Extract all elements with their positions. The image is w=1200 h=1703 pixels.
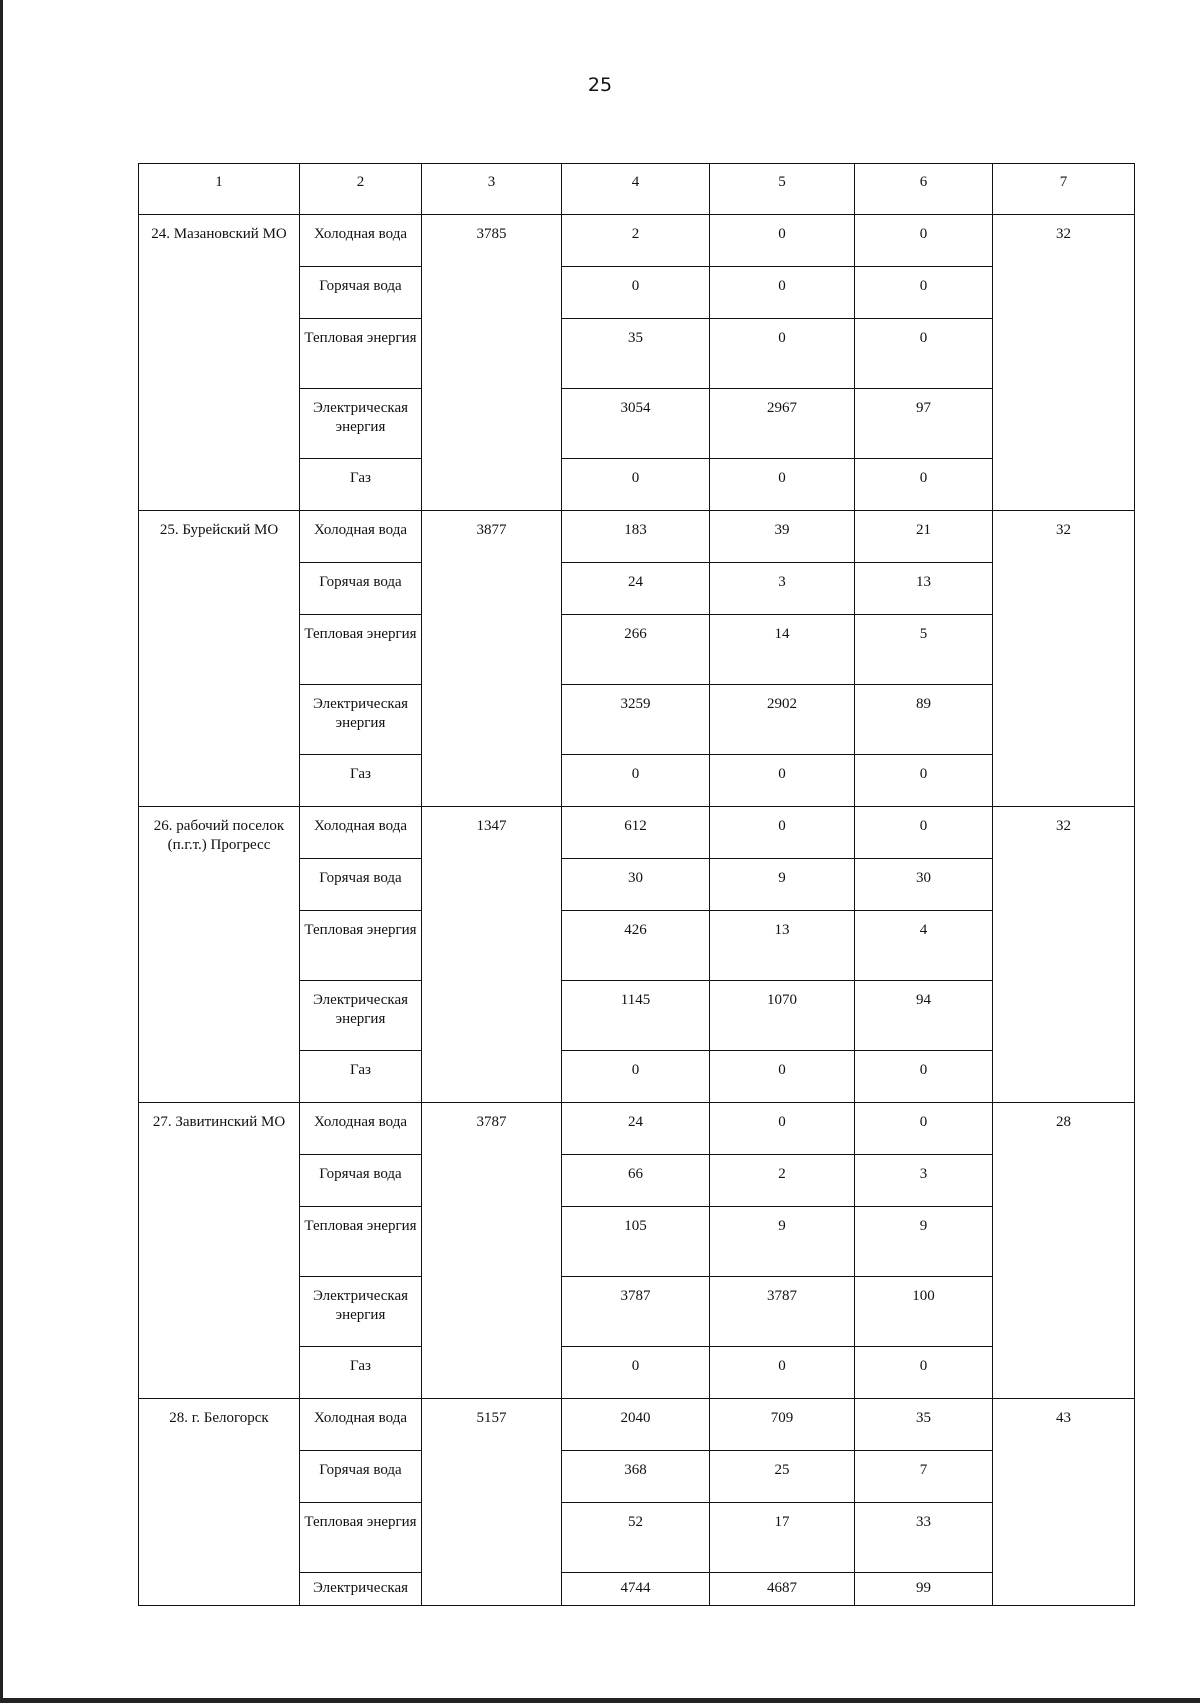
col5-value-cell: 14 [710, 615, 855, 685]
resource-cell: Газ [300, 459, 422, 511]
col6-value-cell: 0 [855, 319, 993, 389]
column-header: 6 [855, 164, 993, 215]
resource-cell: Тепловая энергия [300, 615, 422, 685]
col6-value-cell: 0 [855, 267, 993, 319]
resource-cell: Горячая вода [300, 1155, 422, 1207]
resource-cell: Газ [300, 1347, 422, 1399]
col5-value-cell: 0 [710, 1103, 855, 1155]
col6-value-cell: 100 [855, 1277, 993, 1347]
table-row [139, 511, 1135, 563]
municipality-cell: 26. рабочий поселок (п.г.т.) Прогресс [139, 807, 300, 1103]
col6-value-cell: 0 [855, 1347, 993, 1399]
col6-value-cell: 3 [855, 1155, 993, 1207]
col4-value-cell: 426 [562, 911, 710, 981]
col6-value-cell: 0 [855, 1103, 993, 1155]
scan-left-edge [0, 0, 3, 1703]
resource-cell: Холодная вода [300, 1399, 422, 1451]
col4-value-cell: 24 [562, 1103, 710, 1155]
resource-cell: Электрическая энергия [300, 1277, 422, 1347]
col5-value-cell: 0 [710, 215, 855, 267]
table-row [139, 1399, 1135, 1451]
col5-value-cell: 2 [710, 1155, 855, 1207]
col5-value-cell: 0 [710, 1051, 855, 1103]
col5-value-cell: 0 [710, 459, 855, 511]
col6-value-cell: 0 [855, 807, 993, 859]
col6-value-cell: 0 [855, 215, 993, 267]
col4-value-cell: 52 [562, 1503, 710, 1573]
col5-value-cell: 0 [710, 1347, 855, 1399]
table-row [139, 215, 1135, 267]
col6-value-cell: 35 [855, 1399, 993, 1451]
resource-cell: Электрическая энергия [300, 685, 422, 755]
col3-value-cell: 5157 [422, 1399, 562, 1606]
col7-value-cell: 32 [993, 807, 1135, 1103]
col6-value-cell: 89 [855, 685, 993, 755]
col5-value-cell: 2967 [710, 389, 855, 459]
col6-value-cell: 0 [855, 459, 993, 511]
data-table [138, 163, 1135, 1606]
col6-value-cell: 97 [855, 389, 993, 459]
col4-value-cell: 3054 [562, 389, 710, 459]
column-header: 2 [300, 164, 422, 215]
col6-value-cell: 4 [855, 911, 993, 981]
column-header: 4 [562, 164, 710, 215]
col4-value-cell: 2040 [562, 1399, 710, 1451]
col4-value-cell: 3787 [562, 1277, 710, 1347]
col4-value-cell: 105 [562, 1207, 710, 1277]
col6-value-cell: 13 [855, 563, 993, 615]
col5-value-cell: 0 [710, 755, 855, 807]
col3-value-cell: 3787 [422, 1103, 562, 1399]
col6-value-cell: 0 [855, 755, 993, 807]
col6-value-cell: 0 [855, 1051, 993, 1103]
column-header: 1 [139, 164, 300, 215]
column-header: 5 [710, 164, 855, 215]
municipality-cell: 28. г. Белогорск [139, 1399, 300, 1606]
resource-cell: Холодная вода [300, 1103, 422, 1155]
col6-value-cell: 33 [855, 1503, 993, 1573]
col7-value-cell: 32 [993, 511, 1135, 807]
table-row [139, 1103, 1135, 1155]
column-header: 7 [993, 164, 1135, 215]
municipality-cell: 27. Завитинский МО [139, 1103, 300, 1399]
resource-cell: Горячая вода [300, 1451, 422, 1503]
resource-cell: Электрическая [300, 1573, 422, 1606]
col6-value-cell: 5 [855, 615, 993, 685]
col4-value-cell: 0 [562, 459, 710, 511]
column-header: 3 [422, 164, 562, 215]
resource-cell: Электрическая энергия [300, 981, 422, 1051]
col5-value-cell: 1070 [710, 981, 855, 1051]
col3-value-cell: 3785 [422, 215, 562, 511]
municipality-cell: 25. Бурейский МО [139, 511, 300, 807]
col4-value-cell: 4744 [562, 1573, 710, 1606]
col5-value-cell: 25 [710, 1451, 855, 1503]
col4-value-cell: 0 [562, 1051, 710, 1103]
col4-value-cell: 612 [562, 807, 710, 859]
scan-bottom-edge [0, 1698, 1200, 1703]
col7-value-cell: 32 [993, 215, 1135, 511]
resource-cell: Горячая вода [300, 267, 422, 319]
col6-value-cell: 7 [855, 1451, 993, 1503]
resource-cell: Холодная вода [300, 807, 422, 859]
resource-cell: Холодная вода [300, 511, 422, 563]
resource-cell: Горячая вода [300, 563, 422, 615]
col5-value-cell: 0 [710, 807, 855, 859]
table-row [139, 807, 1135, 859]
resource-cell: Горячая вода [300, 859, 422, 911]
col6-value-cell: 30 [855, 859, 993, 911]
resource-cell: Тепловая энергия [300, 911, 422, 981]
col4-value-cell: 30 [562, 859, 710, 911]
col5-value-cell: 3787 [710, 1277, 855, 1347]
resource-cell: Тепловая энергия [300, 319, 422, 389]
col4-value-cell: 2 [562, 215, 710, 267]
resource-cell: Газ [300, 755, 422, 807]
col5-value-cell: 13 [710, 911, 855, 981]
col4-value-cell: 24 [562, 563, 710, 615]
col4-value-cell: 183 [562, 511, 710, 563]
col3-value-cell: 1347 [422, 807, 562, 1103]
header-row [139, 164, 1135, 215]
col4-value-cell: 0 [562, 755, 710, 807]
col5-value-cell: 39 [710, 511, 855, 563]
col5-value-cell: 0 [710, 319, 855, 389]
col4-value-cell: 368 [562, 1451, 710, 1503]
col5-value-cell: 3 [710, 563, 855, 615]
resource-cell: Газ [300, 1051, 422, 1103]
resource-cell: Холодная вода [300, 215, 422, 267]
resource-cell: Тепловая энергия [300, 1207, 422, 1277]
table-body [139, 164, 1135, 1606]
col5-value-cell: 17 [710, 1503, 855, 1573]
col6-value-cell: 21 [855, 511, 993, 563]
col4-value-cell: 66 [562, 1155, 710, 1207]
resource-cell: Электрическая энергия [300, 389, 422, 459]
col7-value-cell: 28 [993, 1103, 1135, 1399]
col5-value-cell: 4687 [710, 1573, 855, 1606]
col4-value-cell: 0 [562, 267, 710, 319]
col5-value-cell: 9 [710, 1207, 855, 1277]
col5-value-cell: 709 [710, 1399, 855, 1451]
col4-value-cell: 1145 [562, 981, 710, 1051]
col4-value-cell: 3259 [562, 685, 710, 755]
resource-cell: Тепловая энергия [300, 1503, 422, 1573]
col6-value-cell: 9 [855, 1207, 993, 1277]
col4-value-cell: 35 [562, 319, 710, 389]
col6-value-cell: 99 [855, 1573, 993, 1606]
municipality-cell: 24. Мазановский МО [139, 215, 300, 511]
col6-value-cell: 94 [855, 981, 993, 1051]
col4-value-cell: 0 [562, 1347, 710, 1399]
col4-value-cell: 266 [562, 615, 710, 685]
page-number: 25 [587, 74, 613, 96]
col7-value-cell: 43 [993, 1399, 1135, 1606]
col3-value-cell: 3877 [422, 511, 562, 807]
col5-value-cell: 0 [710, 267, 855, 319]
col5-value-cell: 2902 [710, 685, 855, 755]
col5-value-cell: 9 [710, 859, 855, 911]
